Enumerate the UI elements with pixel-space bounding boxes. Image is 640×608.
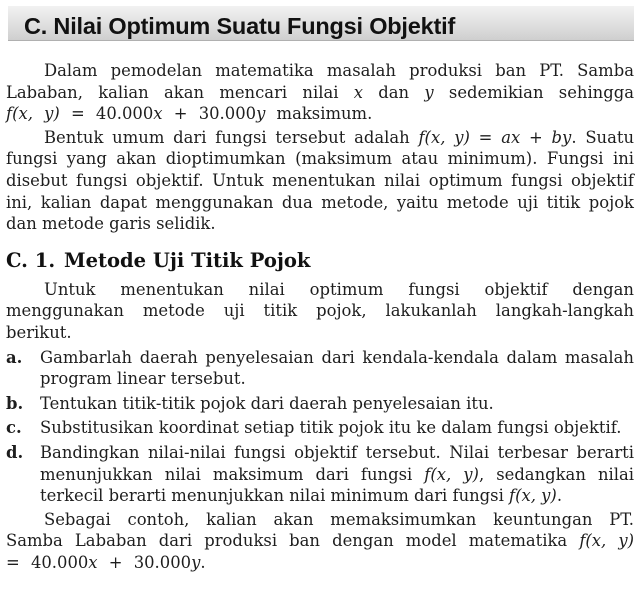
- list-item-text: Bandingkan nilai-nilai fungsi objektif tersebut. Nilai terbesar berarti menunjukkan nilai maksimum dari fungsi f(x, y), sedangkan nilai terkecil berarti menunjukkan nilai minimum dari fungsi f(x, y).: [40, 442, 635, 506]
- subsection-title: Metode Uji Titik Pojok: [64, 248, 311, 272]
- list-item: [6, 442, 634, 507]
- section-header-bar: [8, 6, 634, 41]
- steps-list: [6, 347, 634, 507]
- list-marker: d.: [6, 442, 24, 462]
- example-paragraph: Sebagai contoh, kalian akan memaksimumkan keuntungan PT. Samba Lababan dari produksi ban dengan model matematika f(x, y) = 40.000x + 30.000y.: [6, 509, 634, 572]
- document-body: [6, 60, 634, 573]
- list-item-text: Tentukan titik-titik pojok dari daerah penyelesaian itu.: [40, 393, 494, 413]
- intro-paragraph-2: Bentuk umum dari fungsi tersebut adalah f(x, y) = ax + by. Suatu fungsi yang akan dioptimumkan (maksimum atau minimum). Fungsi ini disebut fungsi objektif. Untuk menentukan nilai optimum fungsi objektif ini, kalian dapat menggunakan dua metode, yaitu metode uji titik pojok dan metode garis selidik.: [6, 127, 635, 234]
- list-item: [6, 347, 634, 390]
- list-item-text: Substitusikan koordinat setiap titik pojok itu ke dalam fungsi objektif.: [40, 418, 622, 438]
- list-marker: b.: [6, 393, 24, 413]
- page-title: C. Nilai Optimum Suatu Fungsi Objektif: [24, 13, 456, 39]
- list-item: [6, 393, 634, 415]
- list-marker: c.: [6, 418, 22, 438]
- list-marker: a.: [6, 347, 23, 367]
- list-item-text: Gambarlah daerah penyelesaian dari kendala-kendala dalam masalah program linear tersebut.: [40, 347, 634, 389]
- subsection-number: C. 1.: [6, 248, 56, 272]
- list-item: [6, 417, 634, 439]
- subsection-heading: [6, 249, 634, 273]
- intro-paragraph-1: Dalam pemodelan matematika masalah produksi ban PT. Samba Lababan, kalian akan mencari nilai x dan y sedemikian sehingga f(x, y) = 40.000x + 30.000y maksimum.: [6, 61, 634, 124]
- method-intro-paragraph: Untuk menentukan nilai optimum fungsi objektif dengan menggunakan metode uji titik pojok, lakukanlah langkah-langkah berikut.: [6, 279, 634, 342]
